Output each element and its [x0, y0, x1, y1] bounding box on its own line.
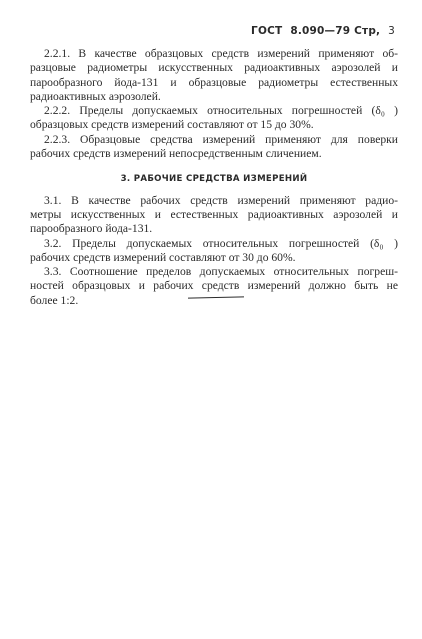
page-label: Стр, [354, 25, 381, 37]
text-line: парообразного йода-131 и образцовые радиометры естественных [30, 75, 398, 89]
paragraph-3-3 [30, 265, 398, 308]
section-title: 3. РАБОЧИЕ СРЕДСТВА ИЗМЕРЕНИЙ [120, 174, 308, 185]
paragraph-2-2-3 [30, 133, 398, 162]
text-line: разцовые радиометры искусственных радиоактивных аэрозолей и [30, 61, 398, 75]
text-line: более 1:2. [30, 293, 79, 307]
text-line: 2.2.1. В качестве образцовых средств измерений применяют об- [44, 47, 398, 60]
text-line: радиоактивных аэрозолей. [30, 89, 161, 103]
document-body [30, 47, 398, 308]
paragraph-3-1 [30, 194, 398, 237]
paragraph-2-2-2 [30, 104, 398, 133]
page-header [251, 25, 395, 37]
text-line: рабочих средств измерений составляют от 30 до 60%. [30, 250, 296, 264]
text-line: 2.2.2. Пределы допускаемых относительных погрешностей (δ₀ ) [44, 104, 398, 118]
text-line: образцовых средств измерений составляют от 15 до 30%. [30, 118, 314, 132]
paragraph-3-2 [30, 237, 398, 266]
paragraph-2-2-1 [30, 47, 398, 104]
page-number: 3 [388, 25, 395, 37]
text-line: 3.3. Соотношение пределов допускаемых относительных погреш- [44, 265, 398, 279]
text-line: метры искусственных и естественных радиоактивных аэрозолей и [30, 207, 398, 221]
text-line: 3.1. В качестве рабочих средств измерений применяют радио- [44, 193, 398, 207]
text-line: 2.2.3. Образцовые средства измерений применяют для поверки [44, 132, 398, 146]
standard-number: 8.090—79 [290, 25, 351, 37]
gost-label: ГОСТ [251, 25, 283, 37]
text-line: ностей образцовых и рабочих средств измерений должно быть не [30, 279, 398, 293]
text-line: 3.2. Пределы допускаемых относительных погрешностей (δ₀ ) [44, 236, 398, 250]
text-line: рабочих средств измерений непосредственным сличением. [30, 147, 322, 161]
text-line: парообразного йода-131. [30, 222, 153, 236]
